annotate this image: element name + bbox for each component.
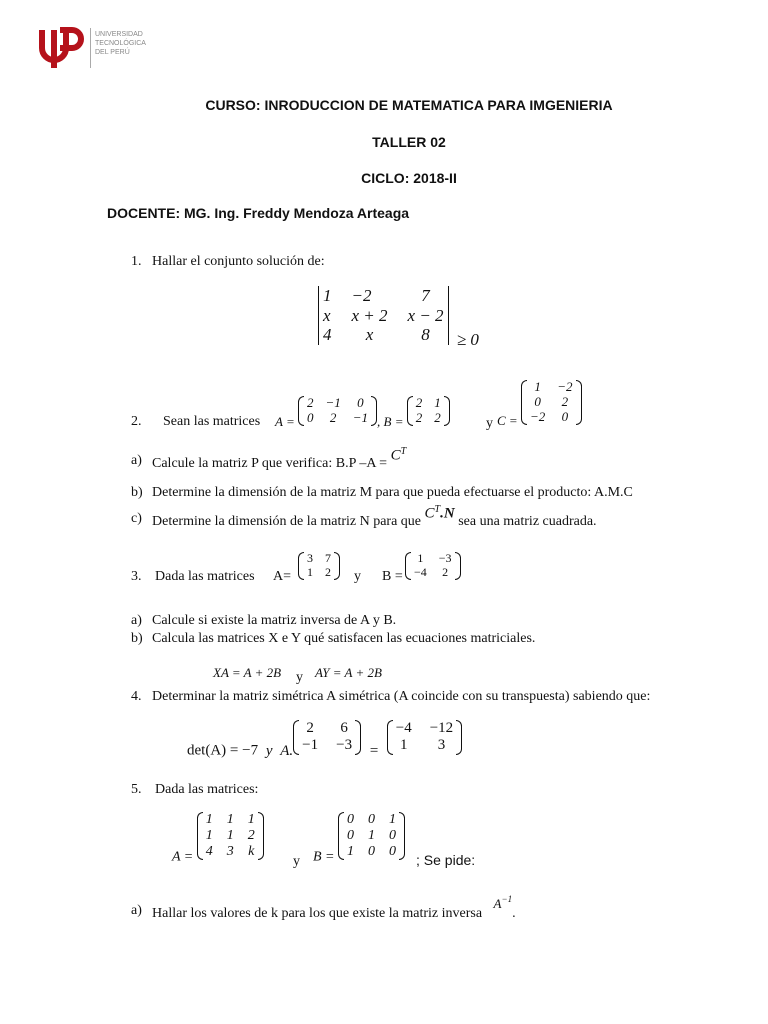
- matrix-cell: 3: [226, 844, 234, 860]
- q1-number: 1.: [131, 254, 142, 269]
- matrix-cell: −1: [352, 409, 369, 425]
- logo-text-line1: UNIVERSIDAD: [95, 31, 143, 38]
- matrix-cell: 2: [434, 409, 441, 425]
- matrix-cell: k: [248, 844, 255, 860]
- q5-b-label: B =: [313, 849, 335, 865]
- matrix-cell: 1: [347, 844, 354, 860]
- matrix-cell: 0: [561, 408, 569, 424]
- q2-item-a-math: C: [390, 447, 401, 464]
- matrix-cell: 3: [307, 551, 313, 565]
- q5-se-pide: ; Se pide:: [416, 852, 476, 868]
- q5-item-a-math: A: [493, 895, 502, 911]
- matrix-cell: 0: [347, 828, 354, 844]
- q5-matrix-b: [313, 812, 405, 865]
- matrix-cell: −3: [336, 737, 353, 754]
- q2-item-a-label: a): [131, 453, 142, 468]
- matrix-cell: 2: [561, 393, 569, 409]
- q4-equation: [187, 720, 462, 760]
- matrix-cell: 2: [325, 564, 331, 579]
- matrix-cell: x: [365, 325, 374, 345]
- q2-item-a-sup: T: [400, 446, 407, 457]
- matrix-cell: 0: [306, 409, 314, 425]
- workshop-title: TALLER 02: [372, 134, 446, 150]
- matrix-cell: 6: [340, 720, 348, 736]
- matrix-cell: −3: [438, 551, 452, 565]
- q3-text: Dada las matrices: [155, 569, 255, 584]
- q3-equation-2: AY = A + 2B: [315, 665, 382, 680]
- university-logo: [38, 24, 163, 74]
- q5-item-a-text: Hallar los valores de k para los que existe la matriz inversa: [152, 905, 483, 921]
- q2-item-a: [152, 446, 407, 471]
- q3-equation-y: y: [296, 670, 303, 685]
- q2-item-c-label: c): [131, 511, 142, 526]
- matrix-cell: 7: [421, 286, 430, 305]
- q2-item-b-text: Determine la dimensión de la matriz M para que pueda efectuarse el producto: A.M.C: [152, 485, 633, 500]
- utp-logo-icon: [38, 24, 86, 70]
- matrix-cell: 1: [534, 379, 541, 394]
- matrix-cell: 0: [368, 812, 375, 827]
- matrix-cell: 1: [368, 828, 375, 844]
- matrix-cell: 2: [415, 395, 423, 410]
- q2-item-c: [152, 504, 597, 529]
- matrix-cell: 0: [389, 844, 396, 860]
- q5-item-a-label: a): [131, 903, 142, 918]
- matrix-cell: 1: [307, 564, 313, 579]
- matrix-cell: −2: [351, 286, 372, 305]
- matrix-cell: x + 2: [351, 305, 388, 325]
- logo-text-line2: TECNOLÓGICA: [95, 40, 146, 47]
- q3-number: 3.: [131, 569, 142, 584]
- course-title: CURSO: INRODUCCION DE MATEMATICA PARA IMGENIERIA: [205, 97, 613, 113]
- q3-item-a-text: Calcule si existe la matriz inversa de A y B.: [152, 613, 397, 628]
- q2-matrix-a: [275, 396, 450, 430]
- q2-item-c-text: Determine la dimensión de la matriz N para que: [152, 513, 422, 529]
- matrix-cell: 2: [306, 395, 314, 410]
- q2-item-a-text: Calcule la matriz P que verifica: B.P –A =: [152, 455, 388, 471]
- q2-text: Sean las matrices: [163, 414, 261, 429]
- logo-divider: [90, 28, 91, 68]
- matrix-cell: 0: [368, 844, 375, 860]
- q3-equation-1: XA = A + 2B: [213, 665, 282, 680]
- q2-item-c-sup: T: [434, 504, 441, 515]
- logo-text-line3: DEL PERÚ: [95, 49, 130, 56]
- q3-y: y: [354, 569, 361, 584]
- q1-determinant: [318, 286, 479, 350]
- matrix-cell: 0: [534, 393, 541, 409]
- q1-text: Hallar el conjunto solución de:: [152, 254, 325, 269]
- matrix-cell: −1: [325, 395, 341, 410]
- matrix-cell: 1: [226, 812, 234, 827]
- q2-item-c-math2: .N: [440, 505, 455, 522]
- matrix-cell: −1: [302, 737, 319, 754]
- matrix-cell: 2: [415, 409, 423, 425]
- matrix-cell: −4: [414, 564, 427, 579]
- matrix-cell: 2: [329, 409, 337, 425]
- q1-det-matrix: [318, 286, 449, 345]
- matrix-cell: 1: [205, 812, 213, 827]
- matrix-cell: 2: [306, 720, 314, 736]
- matrix-cell: 1: [226, 828, 234, 844]
- q4-a-dot: A.: [280, 742, 294, 759]
- matrix-cell: 1: [434, 395, 441, 410]
- matrix-cell: 1: [323, 286, 332, 305]
- q2-c-label: C =: [497, 412, 518, 428]
- q3-matrix-a: [298, 552, 340, 584]
- q5-y: y: [293, 854, 300, 869]
- q3-item-a-label: a): [131, 613, 142, 628]
- matrix-cell: 0: [347, 812, 354, 827]
- q3-matrix-b: [405, 552, 461, 584]
- q5-a-label: A =: [172, 849, 194, 865]
- matrix-cell: 3: [437, 737, 446, 754]
- matrix-cell: 0: [389, 828, 396, 844]
- q2-b-label: B =: [383, 413, 404, 429]
- matrix-cell: 1: [417, 551, 424, 565]
- matrix-cell: 2: [442, 564, 449, 579]
- matrix-cell: −2: [557, 379, 573, 394]
- matrix-cell: 1: [247, 812, 255, 827]
- cycle-title: CICLO: 2018-II: [361, 170, 457, 186]
- q4-y: y: [265, 742, 273, 759]
- q5-text: Dada las matrices:: [155, 782, 259, 797]
- q2-item-c-math: C: [424, 505, 435, 522]
- q5-number: 5.: [131, 782, 142, 797]
- matrix-cell: x: [323, 305, 331, 325]
- teacher-name: DOCENTE: MG. Ing. Freddy Mendoza Arteaga: [107, 205, 410, 221]
- q3-item-b-text: Calcula las matrices X e Y qué satisfacen las ecuaciones matriciales.: [152, 631, 536, 646]
- matrix-cell: 4: [323, 325, 332, 345]
- matrix-cell: −2: [529, 408, 546, 424]
- q3-item-b-label: b): [131, 631, 143, 646]
- q2-comma: ,: [377, 413, 381, 429]
- matrix-cell: −4: [395, 720, 412, 736]
- q2-item-b-label: b): [131, 485, 143, 500]
- matrix-cell: 1: [389, 812, 396, 827]
- q2-item-c-text-after: sea una matriz cuadrada.: [458, 513, 597, 529]
- matrix-cell: 1: [205, 828, 213, 844]
- q1-relation: ≥ 0: [456, 329, 479, 349]
- q4-det: det(A) = −7: [187, 742, 259, 759]
- q4-equals: =: [368, 742, 379, 759]
- q5-item-a: [152, 894, 516, 921]
- q4-number: 4.: [131, 689, 142, 704]
- q4-text: Determinar la matriz simétrica A simétrica (A coincide con su transpuesta) sabiendo que:: [152, 689, 651, 704]
- matrix-cell: 8: [421, 325, 430, 345]
- q5-item-a-end: .: [512, 905, 516, 921]
- matrix-cell: 7: [325, 551, 331, 565]
- q2-number: 2.: [131, 414, 142, 429]
- matrix-cell: x − 2: [407, 305, 444, 325]
- matrix-cell: 4: [205, 844, 213, 860]
- q3-a-label: A=: [273, 569, 292, 584]
- matrix-cell: 2: [247, 828, 255, 844]
- matrix-cell: 0: [357, 395, 364, 410]
- q5-item-a-sup: −1: [501, 894, 513, 904]
- matrix-cell: −12: [429, 720, 454, 736]
- q3-b-label: B =: [382, 569, 403, 584]
- matrix-cell: 1: [399, 737, 408, 754]
- q2-a-label: A =: [275, 413, 295, 429]
- q5-matrix-a: [172, 812, 264, 865]
- q2-matrix-c: [497, 380, 582, 429]
- q2-y: y: [486, 416, 493, 431]
